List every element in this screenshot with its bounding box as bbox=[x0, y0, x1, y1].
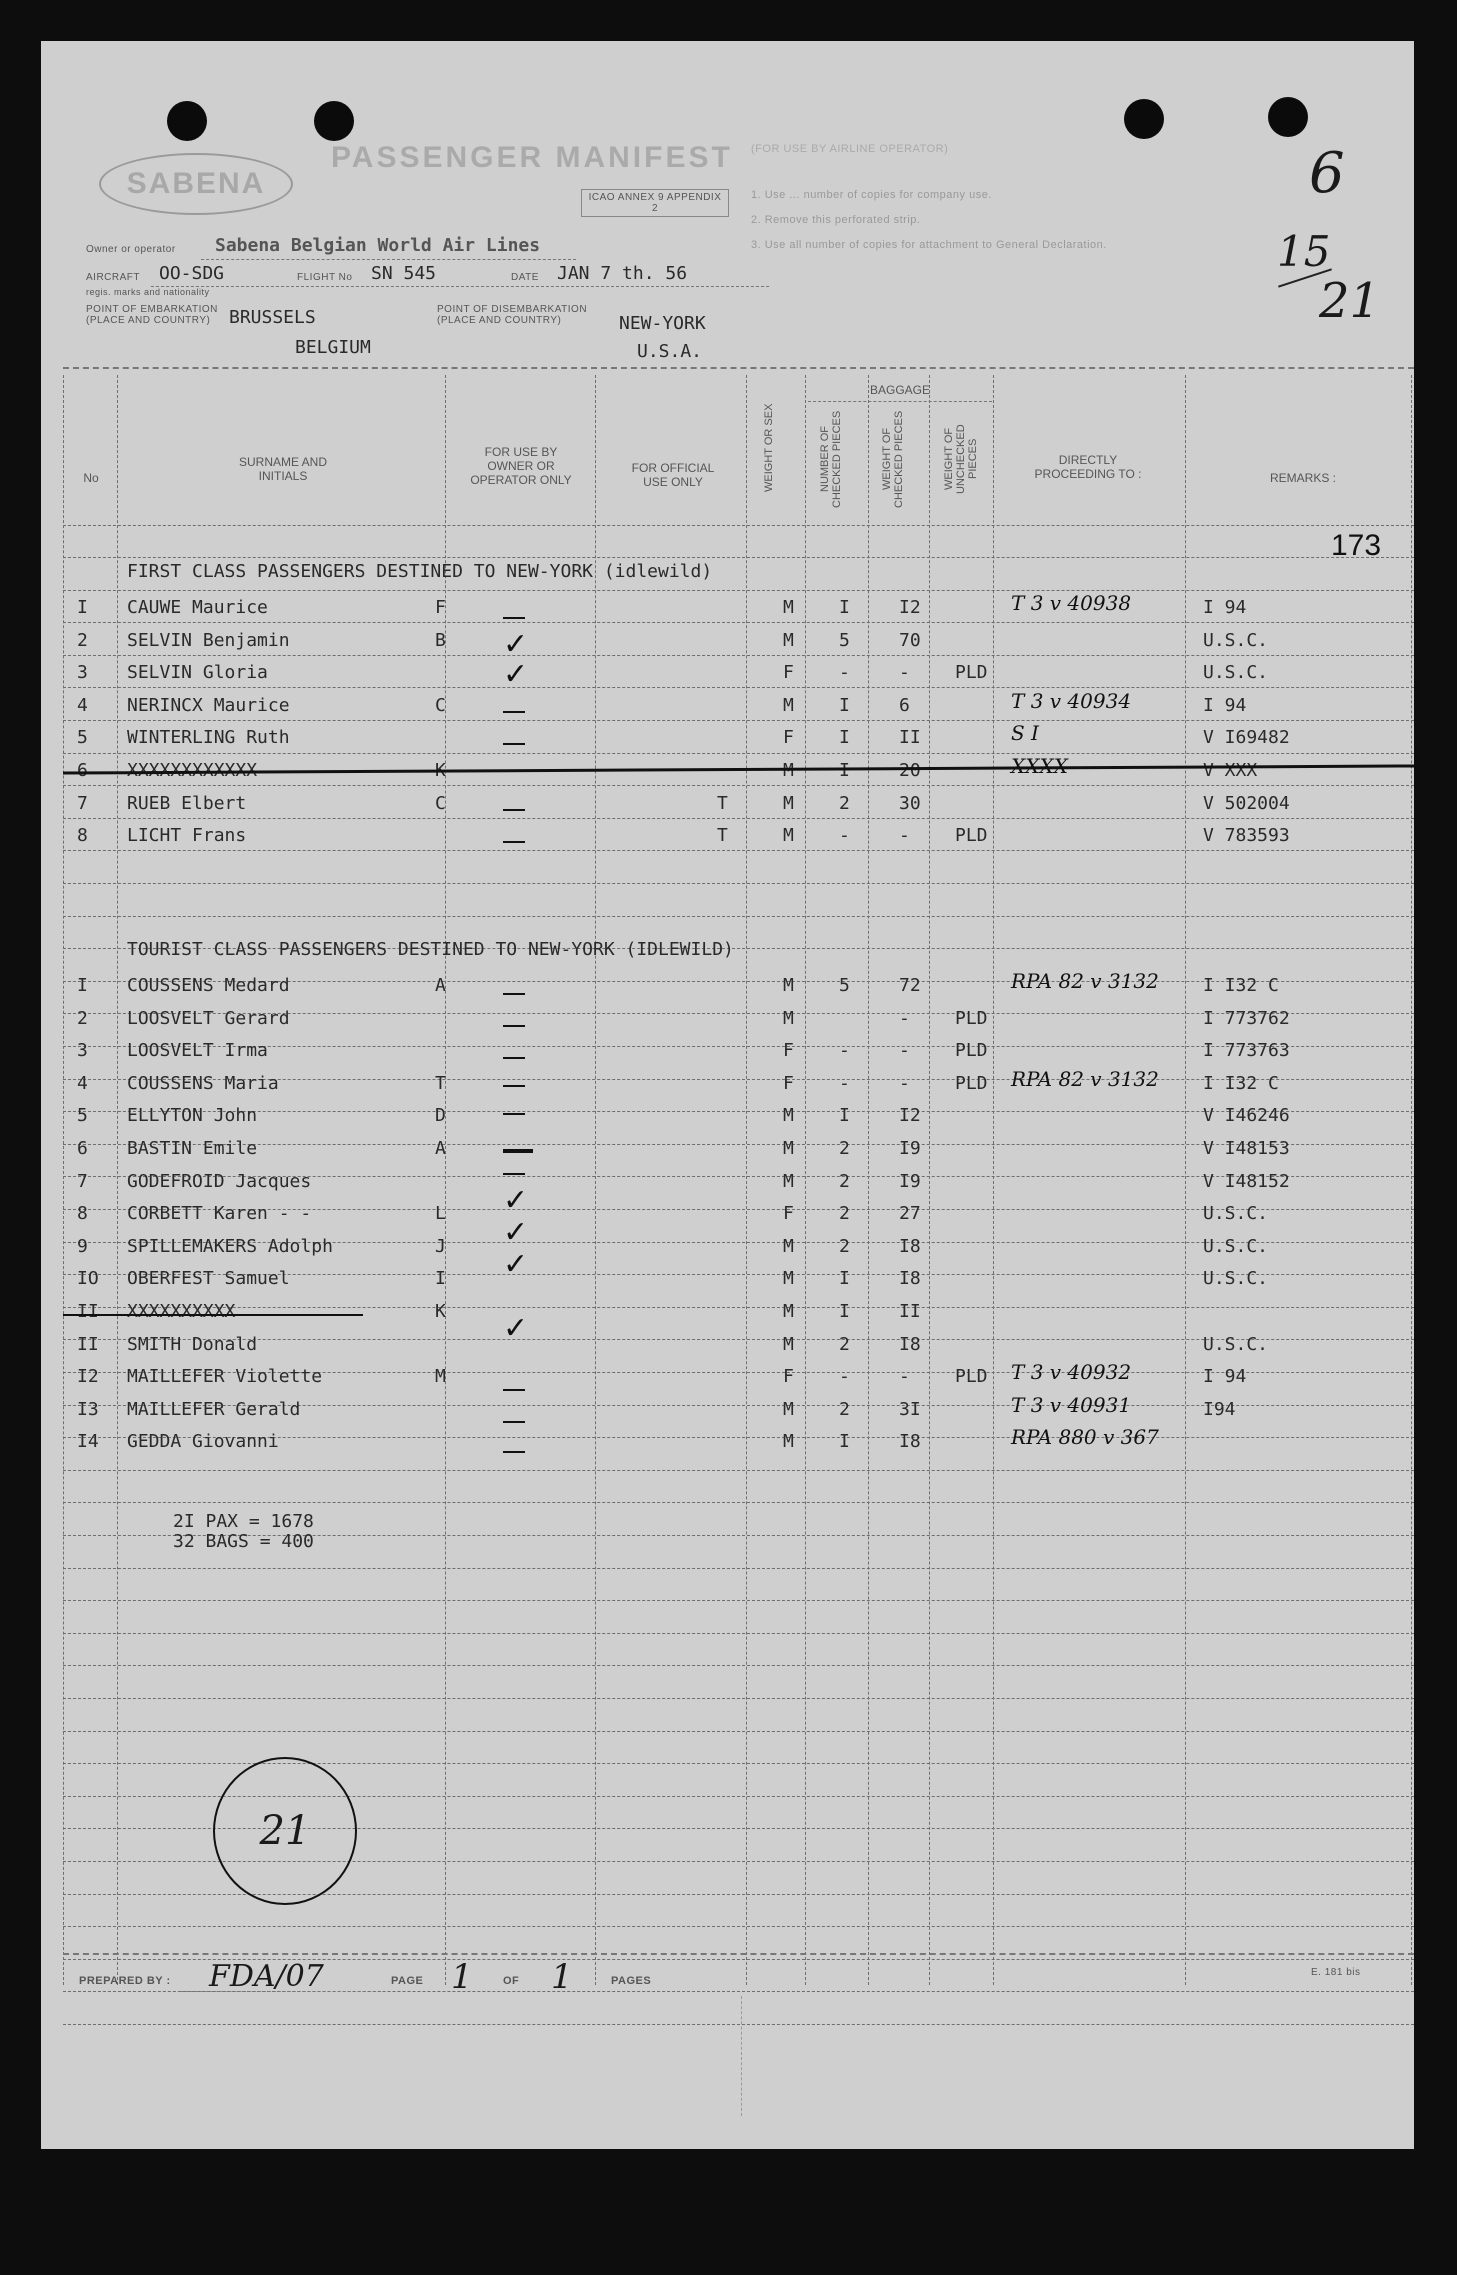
cell-rem: U.S.C. bbox=[1203, 1203, 1269, 1225]
col-header-remarks: REMARKS : bbox=[1269, 471, 1336, 485]
punch-hole bbox=[167, 101, 207, 141]
page-number: 1 bbox=[451, 1957, 473, 1997]
passenger-row bbox=[63, 969, 1414, 1002]
cell-name: WINTERLING Ruth bbox=[127, 727, 290, 749]
cell-rem: V XXX bbox=[1203, 760, 1258, 781]
cell-proc: T 3 v 40932 bbox=[1011, 1360, 1132, 1385]
cell-num: - bbox=[839, 1040, 850, 1062]
cell-sex: M bbox=[783, 1268, 794, 1290]
cell-rem: I 94 bbox=[1203, 694, 1247, 716]
strikethrough-line bbox=[63, 1314, 363, 1316]
cell-rem: I 94 bbox=[1203, 597, 1247, 618]
dash-mark-icon bbox=[503, 1451, 525, 1453]
cell-name: SELVIN Gloria bbox=[127, 662, 268, 684]
cell-sex: M bbox=[783, 1105, 794, 1127]
logo-text: SABENA bbox=[126, 167, 266, 200]
header-divider bbox=[63, 367, 1414, 369]
cell-sex: M bbox=[783, 1301, 794, 1322]
passenger-row bbox=[63, 1132, 1414, 1165]
cell-wt: I9 bbox=[899, 1170, 921, 1192]
dash-mark-icon bbox=[503, 1173, 525, 1175]
cell-num: I bbox=[839, 760, 850, 781]
cell-num: 2 bbox=[839, 1170, 850, 1192]
cell-init: M bbox=[435, 1366, 446, 1388]
cell-name: LICHT Frans bbox=[127, 825, 247, 847]
cell-num: 5 bbox=[839, 629, 850, 651]
cell-no: 2 bbox=[77, 1007, 88, 1029]
passenger-row bbox=[63, 1197, 1414, 1230]
cell-sex: M bbox=[783, 1235, 794, 1257]
prepared-underline bbox=[181, 1991, 381, 1992]
row-rule bbox=[63, 557, 1414, 558]
cell-wt: I2 bbox=[899, 597, 921, 618]
pages-label: PAGES bbox=[611, 1975, 652, 1987]
cell-sex: M bbox=[783, 792, 794, 814]
cell-unch: PLD bbox=[955, 1007, 988, 1029]
cell-name: RUEB Elbert bbox=[127, 792, 247, 814]
tourist-class-heading: TOURIST CLASS PASSENGERS DESTINED TO NEW-YORK (IDLEWILD) bbox=[127, 939, 734, 960]
passenger-row bbox=[63, 1262, 1414, 1295]
cell-num: - bbox=[839, 1072, 850, 1094]
cell-init: F bbox=[435, 597, 446, 618]
cell-init: K bbox=[435, 760, 446, 781]
cell-name: SPILLEMAKERS Adolph bbox=[127, 1235, 333, 1257]
col-header-baggage: BAGGAGE bbox=[808, 383, 992, 402]
cell-unch: PLD bbox=[955, 1040, 988, 1062]
cell-no: I3 bbox=[77, 1398, 99, 1420]
cell-sex: M bbox=[783, 1431, 794, 1453]
cell-rem: I I32 C bbox=[1203, 1072, 1279, 1094]
cell-wt: I8 bbox=[899, 1431, 921, 1453]
cell-unch: PLD bbox=[955, 1072, 988, 1094]
cell-num: 2 bbox=[839, 1235, 850, 1257]
check-mark-icon: ✓ bbox=[503, 1247, 529, 1282]
cell-rem: V I48153 bbox=[1203, 1138, 1290, 1159]
cell-rem: I I32 C bbox=[1203, 975, 1279, 996]
passenger-row bbox=[63, 1002, 1414, 1035]
cell-proc: RPA 82 v 3132 bbox=[1011, 1066, 1159, 1091]
cell-name: XXXXXXXXXXXX bbox=[127, 760, 258, 781]
dash-mark-icon bbox=[503, 1085, 525, 1087]
cell-wt: 70 bbox=[899, 629, 921, 651]
col-header-no: No bbox=[83, 471, 99, 485]
cell-name: SMITH Donald bbox=[127, 1333, 258, 1355]
cell-rem: U.S.C. bbox=[1203, 1235, 1269, 1257]
cell-no: IO bbox=[77, 1268, 99, 1290]
dash-mark-icon bbox=[503, 841, 525, 843]
cell-rem: I94 bbox=[1203, 1398, 1236, 1420]
cell-proc: T 3 v 40934 bbox=[1011, 688, 1132, 713]
cell-no: 6 bbox=[77, 760, 88, 781]
row-rule bbox=[63, 1926, 1414, 1927]
cell-name: SELVIN Benjamin bbox=[127, 629, 290, 651]
cell-sex: F bbox=[783, 1072, 794, 1094]
cell-no: 5 bbox=[77, 1105, 88, 1127]
passenger-row bbox=[63, 1099, 1414, 1132]
cell-sex: M bbox=[783, 975, 794, 996]
cell-wt: I8 bbox=[899, 1235, 921, 1257]
passenger-row bbox=[63, 1360, 1414, 1393]
passenger-row bbox=[63, 689, 1414, 722]
manifest-title: PASSENGER MANIFEST bbox=[331, 141, 733, 174]
cell-proc: T 3 v 40938 bbox=[1011, 591, 1132, 615]
cell-wt: - bbox=[899, 662, 910, 684]
punch-hole bbox=[314, 101, 354, 141]
cell-rem: V I48152 bbox=[1203, 1170, 1290, 1192]
punch-hole bbox=[1124, 99, 1164, 139]
annex-box: ICAO ANNEX 9 APPENDIX 2 bbox=[581, 189, 729, 217]
check-mark-icon: ✓ bbox=[503, 627, 529, 662]
cell-proc: RPA 880 v 367 bbox=[1011, 1425, 1159, 1450]
cell-wt: II bbox=[899, 727, 921, 749]
instruction-3: 3. Use all number of copies for attachment to General Declaration. bbox=[751, 239, 1107, 251]
cell-no: I4 bbox=[77, 1431, 99, 1453]
cell-proc: S I bbox=[1011, 721, 1039, 746]
row-rule bbox=[63, 1502, 1414, 1503]
passenger-row bbox=[63, 656, 1414, 689]
cell-init: I bbox=[435, 1268, 446, 1290]
dash-mark-icon bbox=[503, 1389, 525, 1391]
operator-name: Sabena Belgian World Air Lines bbox=[215, 235, 541, 256]
cell-init: L bbox=[435, 1203, 446, 1225]
check-mark-icon: ✓ bbox=[503, 1183, 529, 1218]
cell-no: 7 bbox=[77, 792, 88, 814]
aircraft-underline bbox=[151, 286, 769, 287]
row-rule bbox=[63, 2024, 1414, 2025]
cell-off: T bbox=[717, 792, 728, 814]
first-class-heading: FIRST CLASS PASSENGERS DESTINED TO NEW-YORK (idlewild) bbox=[127, 561, 713, 582]
cell-num: 2 bbox=[839, 1398, 850, 1420]
instruction-1: 1. Use ... number of copies for company use. bbox=[751, 189, 992, 201]
cell-init: A bbox=[435, 975, 446, 996]
dash-mark-icon bbox=[503, 617, 525, 619]
cell-no: II bbox=[77, 1301, 99, 1322]
cell-rem: I 773762 bbox=[1203, 1007, 1290, 1029]
cell-num: I bbox=[839, 1431, 850, 1453]
page-stamp: 173 bbox=[1331, 529, 1382, 562]
cell-rem: U.S.C. bbox=[1203, 1268, 1269, 1290]
cell-no: 8 bbox=[77, 1203, 88, 1225]
handwritten-fraction-bottom: 21 bbox=[1319, 273, 1381, 329]
cell-proc: XXXX bbox=[1011, 754, 1068, 778]
col-header-weight-sex: WEIGHT OR SEX bbox=[763, 403, 775, 493]
cell-init: D bbox=[435, 1105, 446, 1127]
circle-mark-text: 21 bbox=[259, 1808, 311, 1854]
cell-init: A bbox=[435, 1138, 446, 1159]
cell-sex: M bbox=[783, 1007, 794, 1029]
cell-wt: 72 bbox=[899, 975, 921, 996]
handwritten-fraction-top: 15 bbox=[1277, 227, 1331, 276]
cell-init: K bbox=[435, 1301, 446, 1322]
cell-rem: U.S.C. bbox=[1203, 629, 1269, 651]
cell-no: 4 bbox=[77, 694, 88, 716]
cell-proc: RPA 82 v 3132 bbox=[1011, 969, 1159, 993]
cell-unch: PLD bbox=[955, 825, 988, 847]
check-mark-icon: ✓ bbox=[503, 1215, 529, 1250]
cell-init: C bbox=[435, 694, 446, 716]
col-header-num-checked: NUMBER OF CHECKED PIECES bbox=[819, 410, 843, 508]
row-rule bbox=[63, 883, 1414, 884]
header-rule bbox=[63, 525, 1414, 526]
row-rule bbox=[63, 916, 1414, 917]
cell-name: MAILLEFER Gerald bbox=[127, 1398, 301, 1420]
passenger-row bbox=[63, 1425, 1414, 1458]
disembark-country: U.S.A. bbox=[637, 341, 703, 362]
cell-wt: - bbox=[899, 1040, 910, 1062]
col-header-surname: SURNAME AND INITIALS bbox=[238, 455, 327, 483]
cell-num: I bbox=[839, 1105, 850, 1127]
dash-mark-icon bbox=[503, 711, 525, 713]
dash-mark-icon bbox=[503, 1057, 525, 1059]
cell-num: 2 bbox=[839, 1333, 850, 1355]
cell-name: COUSSENS Medard bbox=[127, 975, 290, 996]
aircraft-value: OO-SDG bbox=[159, 263, 225, 284]
cell-sex: M bbox=[783, 1170, 794, 1192]
handwritten-number: 6 bbox=[1309, 141, 1345, 206]
cell-wt: I2 bbox=[899, 1105, 921, 1127]
cell-num: I bbox=[839, 597, 850, 618]
dash-mark-icon bbox=[503, 1113, 525, 1115]
embark-label: POINT OF EMBARKATION (PLACE AND COUNTRY) bbox=[86, 304, 218, 326]
row-rule bbox=[63, 1633, 1414, 1634]
col-header-official: FOR OFFICIAL USE ONLY bbox=[631, 461, 715, 489]
cell-no: 3 bbox=[77, 662, 88, 684]
manifest-sheet bbox=[41, 41, 1414, 2149]
cell-wt: - bbox=[899, 825, 910, 847]
passenger-row bbox=[63, 1034, 1414, 1067]
cell-name: NERINCX Maurice bbox=[127, 694, 290, 716]
cell-rem: V 502004 bbox=[1203, 792, 1290, 814]
passenger-row bbox=[63, 624, 1414, 657]
sabena-logo bbox=[99, 153, 293, 215]
totals-pax: 2I PAX = 1678 bbox=[173, 1511, 314, 1532]
cell-sex: M bbox=[783, 1333, 794, 1355]
prepared-by: FDA/07 bbox=[209, 1959, 324, 1994]
cell-rem: I 94 bbox=[1203, 1366, 1247, 1388]
cell-wt: I8 bbox=[899, 1268, 921, 1290]
col-header-weight-unchecked: WEIGHT OF UNCHECKED PIECES bbox=[943, 424, 979, 494]
cell-sex: F bbox=[783, 727, 794, 749]
disembark-label: POINT OF DISEMBARKATION (PLACE AND COUNTRY) bbox=[437, 304, 588, 326]
embark-city: BRUSSELS bbox=[229, 307, 316, 328]
operator-underline bbox=[201, 259, 576, 260]
prepared-label: PREPARED BY : bbox=[79, 1975, 171, 1987]
cell-no: II bbox=[77, 1333, 99, 1355]
cell-wt: 6 bbox=[899, 694, 910, 716]
cell-sex: M bbox=[783, 1398, 794, 1420]
dash-mark-icon bbox=[503, 1025, 525, 1027]
passenger-row bbox=[63, 1067, 1414, 1100]
row-rule bbox=[63, 1600, 1414, 1601]
cell-name: MAILLEFER Violette bbox=[127, 1366, 323, 1388]
manifest-table bbox=[63, 375, 1414, 1985]
cell-sex: F bbox=[783, 662, 794, 684]
cell-rem: I 773763 bbox=[1203, 1040, 1290, 1062]
cell-no: 6 bbox=[77, 1138, 88, 1159]
cell-name: ELLYTON John bbox=[127, 1105, 258, 1127]
dash-mark-icon bbox=[503, 993, 525, 995]
embark-country: BELGIUM bbox=[295, 337, 371, 358]
cell-wt: - bbox=[899, 1366, 910, 1388]
check-mark-icon: ✓ bbox=[503, 1311, 529, 1346]
col-header-weight-checked: WEIGHT OF CHECKED PIECES bbox=[881, 410, 905, 508]
cell-sex: F bbox=[783, 1203, 794, 1225]
col-header-proceeding: DIRECTLY PROCEEDING TO : bbox=[1034, 453, 1142, 481]
passenger-row bbox=[63, 1295, 1414, 1328]
cell-init: B bbox=[435, 629, 446, 651]
passenger-row bbox=[63, 721, 1414, 754]
cell-off: T bbox=[717, 825, 728, 847]
cell-no: 5 bbox=[77, 727, 88, 749]
cell-init: C bbox=[435, 792, 446, 814]
cell-sex: F bbox=[783, 1366, 794, 1388]
cell-rem: U.S.C. bbox=[1203, 662, 1269, 684]
cell-sex: M bbox=[783, 1138, 794, 1159]
instructions-heading: (FOR USE BY AIRLINE OPERATOR) bbox=[751, 143, 949, 155]
cell-num: - bbox=[839, 662, 850, 684]
row-rule bbox=[63, 1731, 1414, 1732]
cell-no: I2 bbox=[77, 1366, 99, 1388]
cell-no: 2 bbox=[77, 629, 88, 651]
cell-wt: 20 bbox=[899, 760, 921, 781]
passenger-row bbox=[63, 1230, 1414, 1263]
operator-label: Owner or operator bbox=[86, 244, 176, 255]
passenger-row bbox=[63, 1328, 1414, 1361]
disembark-city: NEW-YORK bbox=[619, 313, 706, 334]
cell-name: COUSSENS Maria bbox=[127, 1072, 279, 1094]
instruction-2: 2. Remove this perforated strip. bbox=[751, 214, 921, 226]
cell-sex: M bbox=[783, 629, 794, 651]
passenger-row bbox=[63, 819, 1414, 852]
form-code: E. 181 bis bbox=[1311, 1967, 1361, 1978]
cell-num: I bbox=[839, 727, 850, 749]
cell-no: 9 bbox=[77, 1235, 88, 1257]
page-label: PAGE bbox=[391, 1975, 424, 1987]
cell-sex: M bbox=[783, 597, 794, 618]
cell-name: OBERFEST Samuel bbox=[127, 1268, 290, 1290]
date-label: DATE bbox=[511, 272, 539, 283]
check-mark-icon: ✓ bbox=[503, 657, 529, 692]
dash-mark-icon bbox=[503, 1421, 525, 1423]
dash-mark-icon bbox=[503, 743, 525, 745]
cell-name: CAUWE Maurice bbox=[127, 597, 268, 618]
cell-num: 5 bbox=[839, 975, 850, 996]
cell-num: I bbox=[839, 1268, 850, 1290]
cell-rem: V I46246 bbox=[1203, 1105, 1290, 1127]
cell-name: CORBETT Karen - - bbox=[127, 1203, 312, 1225]
cell-sex: F bbox=[783, 1040, 794, 1062]
date-value: JAN 7 th. 56 bbox=[557, 263, 688, 284]
totals-bags: 32 BAGS = 400 bbox=[173, 1531, 314, 1552]
cell-name: LOOSVELT Gerard bbox=[127, 1007, 290, 1029]
circle-mark bbox=[213, 1757, 357, 1905]
cell-init: T bbox=[435, 1072, 446, 1094]
row-rule bbox=[63, 1568, 1414, 1569]
perforation-line bbox=[741, 1996, 742, 2116]
dash-mark-icon bbox=[503, 1149, 533, 1153]
passenger-row bbox=[63, 787, 1414, 820]
cell-unch: PLD bbox=[955, 1366, 988, 1388]
flight-label: FLIGHT No bbox=[297, 272, 353, 283]
cell-wt: 3I bbox=[899, 1398, 921, 1420]
row-rule bbox=[63, 1698, 1414, 1699]
table-bottom-rule bbox=[63, 1953, 1414, 1955]
cell-no: 3 bbox=[77, 1040, 88, 1062]
col-header-owner: FOR USE BY OWNER OR OPERATOR ONLY bbox=[470, 445, 572, 487]
cell-name: GODEFROID Jacques bbox=[127, 1170, 312, 1192]
cell-no: I bbox=[77, 597, 88, 618]
passenger-row bbox=[63, 591, 1414, 624]
cell-num: I bbox=[839, 1301, 850, 1322]
cell-sex: M bbox=[783, 760, 794, 781]
cell-init: J bbox=[435, 1235, 446, 1257]
cell-num: 2 bbox=[839, 1138, 850, 1159]
cell-no: I bbox=[77, 975, 88, 996]
cell-num: 2 bbox=[839, 792, 850, 814]
aircraft-note: regis. marks and nationality bbox=[86, 287, 210, 297]
cell-wt: 27 bbox=[899, 1203, 921, 1225]
cell-sex: M bbox=[783, 825, 794, 847]
cell-wt: I8 bbox=[899, 1333, 921, 1355]
cell-wt: I9 bbox=[899, 1138, 921, 1159]
cell-rem: V 783593 bbox=[1203, 825, 1290, 847]
cell-num: - bbox=[839, 1366, 850, 1388]
cell-name: BASTIN Emile bbox=[127, 1138, 258, 1159]
cell-rem: V I69482 bbox=[1203, 727, 1290, 749]
row-rule bbox=[63, 1470, 1414, 1471]
cell-name: XXXXXXXXXX bbox=[127, 1301, 236, 1322]
cell-no: 4 bbox=[77, 1072, 88, 1094]
cell-sex: M bbox=[783, 694, 794, 716]
passenger-row bbox=[63, 1393, 1414, 1426]
cell-no: 8 bbox=[77, 825, 88, 847]
cell-no: 7 bbox=[77, 1170, 88, 1192]
row-rule bbox=[63, 1665, 1414, 1666]
cell-num: - bbox=[839, 825, 850, 847]
of-label: OF bbox=[503, 1975, 520, 1987]
dash-mark-icon bbox=[503, 809, 525, 811]
passenger-row bbox=[63, 1165, 1414, 1198]
punch-hole bbox=[1268, 97, 1308, 137]
cell-proc: T 3 v 40931 bbox=[1011, 1392, 1132, 1417]
cell-wt: - bbox=[899, 1007, 910, 1029]
cell-num: 2 bbox=[839, 1203, 850, 1225]
aircraft-label: AIRCRAFT bbox=[86, 272, 140, 283]
cell-rem: U.S.C. bbox=[1203, 1333, 1269, 1355]
cell-num: I bbox=[839, 694, 850, 716]
cell-wt: 30 bbox=[899, 792, 921, 814]
cell-name: LOOSVELT Irma bbox=[127, 1040, 268, 1062]
flight-value: SN 545 bbox=[371, 263, 437, 284]
page-count: 1 bbox=[551, 1957, 573, 1997]
cell-name: GEDDA Giovanni bbox=[127, 1431, 279, 1453]
cell-wt: II bbox=[899, 1301, 921, 1322]
cell-wt: - bbox=[899, 1072, 910, 1094]
cell-unch: PLD bbox=[955, 662, 988, 684]
